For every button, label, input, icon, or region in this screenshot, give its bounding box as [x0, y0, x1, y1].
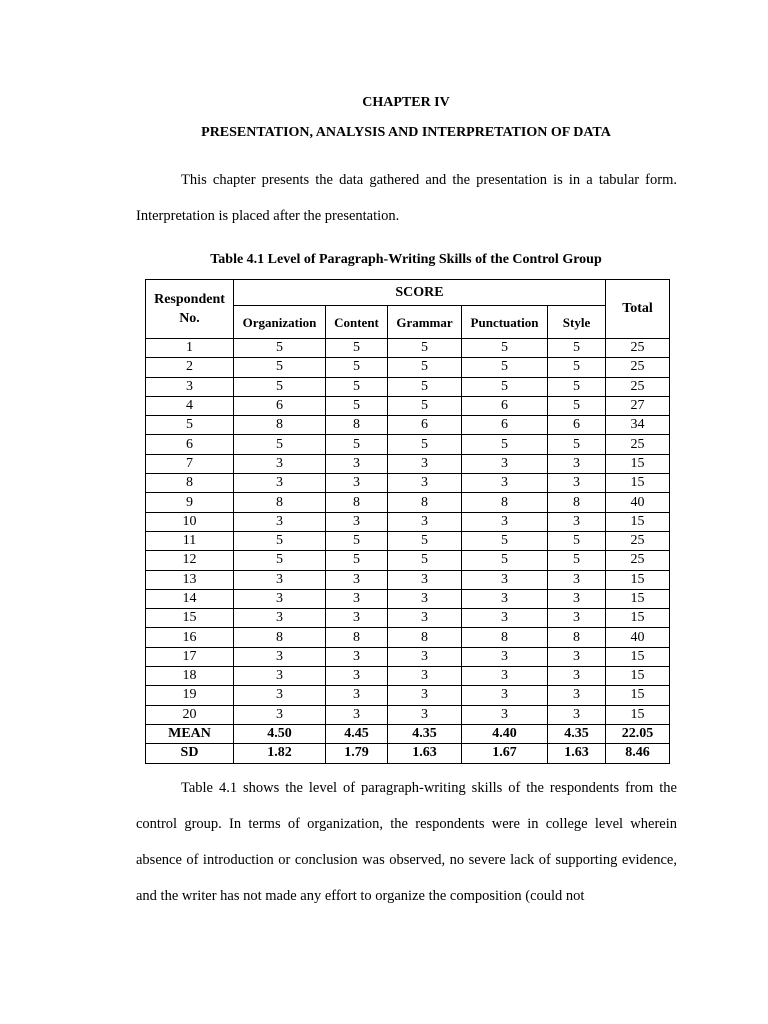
table-cell: 27 — [606, 396, 670, 415]
table-cell: 8 — [326, 416, 388, 435]
table-row — [146, 628, 670, 647]
table-cell: 3 — [462, 589, 548, 608]
table-cell: 2 — [146, 358, 234, 377]
table-cell: 3 — [462, 474, 548, 493]
table-cell: 3 — [388, 474, 462, 493]
table-cell: 5 — [462, 531, 548, 550]
header-style: Style — [548, 306, 606, 339]
table-cell: 3 — [462, 609, 548, 628]
table-cell: 3 — [388, 686, 462, 705]
sd-row — [146, 744, 670, 763]
table-cell: 3 — [548, 705, 606, 724]
table-cell: 6 — [234, 396, 326, 415]
table-cell: 15 — [606, 570, 670, 589]
table-cell: 25 — [606, 339, 670, 358]
table-cell: 3 — [234, 474, 326, 493]
table-cell: 5 — [388, 358, 462, 377]
table-cell: 5 — [388, 435, 462, 454]
table-cell: 5 — [548, 396, 606, 415]
table-cell: 3 — [548, 474, 606, 493]
table-cell: 25 — [606, 435, 670, 454]
table-cell: 8 — [388, 493, 462, 512]
table-cell: 5 — [548, 358, 606, 377]
table-cell: 3 — [326, 454, 388, 473]
table-cell: 3 — [388, 454, 462, 473]
header-total: Total — [606, 280, 670, 339]
table-cell: 5 — [326, 339, 388, 358]
table-cell: 5 — [548, 435, 606, 454]
table-cell: 3 — [326, 705, 388, 724]
table-row — [146, 686, 670, 705]
table-cell: 3 — [234, 570, 326, 589]
table-cell: 3 — [462, 667, 548, 686]
table-summary — [146, 724, 670, 763]
table-cell: 3 — [326, 609, 388, 628]
table-cell: 5 — [388, 551, 462, 570]
table-cell: 3 — [234, 512, 326, 531]
table-row — [146, 589, 670, 608]
table-cell: 15 — [606, 454, 670, 473]
table-row — [146, 474, 670, 493]
table-cell: 7 — [146, 454, 234, 473]
summary-cell: 22.05 — [606, 724, 670, 743]
table-cell: 3 — [548, 667, 606, 686]
table-cell: 3 — [326, 686, 388, 705]
table-cell: 5 — [326, 531, 388, 550]
table-cell: 15 — [606, 667, 670, 686]
table-cell: 15 — [606, 474, 670, 493]
table-cell: 3 — [388, 570, 462, 589]
table-cell: 15 — [606, 647, 670, 666]
summary-cell: 1.79 — [326, 744, 388, 763]
table-row — [146, 512, 670, 531]
table-cell: 3 — [326, 512, 388, 531]
table-row — [146, 551, 670, 570]
table-cell: 3 — [388, 705, 462, 724]
table-cell: 8 — [462, 493, 548, 512]
table-cell: 15 — [606, 609, 670, 628]
table-row — [146, 435, 670, 454]
table-row — [146, 531, 670, 550]
table-row — [146, 416, 670, 435]
summary-cell: 4.50 — [234, 724, 326, 743]
table-cell: 5 — [146, 416, 234, 435]
table-row — [146, 493, 670, 512]
table-cell: 15 — [146, 609, 234, 628]
table-row — [146, 358, 670, 377]
table-cell: 16 — [146, 628, 234, 647]
table-cell: 9 — [146, 493, 234, 512]
table-cell: 5 — [548, 531, 606, 550]
table-cell: 15 — [606, 705, 670, 724]
table-cell: 8 — [326, 628, 388, 647]
table-caption: Table 4.1 Level of Paragraph-Writing Skills of the Control Group — [210, 252, 602, 267]
table-row — [146, 454, 670, 473]
table-cell: 3 — [388, 647, 462, 666]
table-cell: 3 — [548, 512, 606, 531]
header-respondent-no: Respondent No. — [146, 280, 234, 339]
table-cell: 3 — [326, 570, 388, 589]
table-cell: 6 — [548, 416, 606, 435]
table-cell: 3 — [462, 705, 548, 724]
table-cell: 40 — [606, 628, 670, 647]
table-cell: 3 — [462, 686, 548, 705]
table-cell: 5 — [548, 339, 606, 358]
table-row — [146, 705, 670, 724]
table-cell: 3 — [388, 667, 462, 686]
table-cell: 5 — [388, 339, 462, 358]
table-cell: 5 — [388, 531, 462, 550]
table-cell: 6 — [146, 435, 234, 454]
table-cell: 5 — [326, 396, 388, 415]
table-cell: 5 — [326, 435, 388, 454]
table-cell: 6 — [462, 416, 548, 435]
table-cell: 5 — [326, 358, 388, 377]
table-body — [146, 339, 670, 725]
table-cell: 34 — [606, 416, 670, 435]
table-cell: 25 — [606, 377, 670, 396]
table-cell: 5 — [462, 377, 548, 396]
table-cell: 17 — [146, 647, 234, 666]
table-cell: 10 — [146, 512, 234, 531]
table-cell: 5 — [234, 358, 326, 377]
table-row — [146, 377, 670, 396]
table-cell: 5 — [388, 396, 462, 415]
table-cell: 3 — [388, 512, 462, 531]
table-cell: 3 — [326, 589, 388, 608]
summary-cell: 8.46 — [606, 744, 670, 763]
table-cell: 3 — [462, 647, 548, 666]
table-cell: 8 — [146, 474, 234, 493]
mean-row — [146, 724, 670, 743]
table-cell: 6 — [388, 416, 462, 435]
table-cell: 3 — [548, 609, 606, 628]
header-score: SCORE — [234, 280, 606, 306]
intro-paragraph: This chapter presents the data gathered and the presentation is in a tabular form. Interpretation is placed after the presentation. — [136, 172, 677, 224]
section-title: PRESENTATION, ANALYSIS AND INTERPRETATION OF DATA — [201, 125, 611, 140]
table-cell: 19 — [146, 686, 234, 705]
header-content: Content — [326, 306, 388, 339]
table-cell: 3 — [548, 570, 606, 589]
table-row — [146, 647, 670, 666]
summary-cell: 1.82 — [234, 744, 326, 763]
table-cell: 15 — [606, 512, 670, 531]
table-cell: 14 — [146, 589, 234, 608]
table-cell: 3 — [234, 454, 326, 473]
table-cell: 3 — [234, 686, 326, 705]
header-organization: Organization — [234, 306, 326, 339]
table-row — [146, 609, 670, 628]
summary-cell: MEAN — [146, 724, 234, 743]
table-cell: 5 — [234, 531, 326, 550]
table-cell: 20 — [146, 705, 234, 724]
table-cell: 18 — [146, 667, 234, 686]
table-row — [146, 667, 670, 686]
table-cell: 5 — [462, 339, 548, 358]
table-cell: 3 — [548, 647, 606, 666]
table-cell: 5 — [548, 377, 606, 396]
table-cell: 15 — [606, 589, 670, 608]
table-row — [146, 396, 670, 415]
table-cell: 12 — [146, 551, 234, 570]
summary-cell: 4.45 — [326, 724, 388, 743]
table-cell: 8 — [548, 628, 606, 647]
chapter-heading: CHAPTER IV — [362, 95, 450, 110]
table-cell: 1 — [146, 339, 234, 358]
table-row — [146, 570, 670, 589]
table-cell: 8 — [234, 628, 326, 647]
table-cell: 3 — [234, 705, 326, 724]
table-cell: 3 — [462, 454, 548, 473]
table-cell: 8 — [326, 493, 388, 512]
table-cell: 5 — [234, 551, 326, 570]
table-cell: 6 — [462, 396, 548, 415]
summary-cell: SD — [146, 744, 234, 763]
table-cell: 5 — [462, 358, 548, 377]
table-cell: 5 — [234, 377, 326, 396]
table-cell: 3 — [234, 647, 326, 666]
table-cell: 11 — [146, 531, 234, 550]
summary-cell: 1.67 — [462, 744, 548, 763]
table-cell: 5 — [548, 551, 606, 570]
summary-cell: 4.40 — [462, 724, 548, 743]
table-cell: 3 — [326, 647, 388, 666]
table-cell: 3 — [462, 512, 548, 531]
summary-cell: 4.35 — [388, 724, 462, 743]
table-cell: 3 — [234, 589, 326, 608]
table-cell: 3 — [234, 667, 326, 686]
table-cell: 8 — [388, 628, 462, 647]
table-cell: 5 — [234, 339, 326, 358]
scores-table — [145, 279, 670, 764]
table-cell: 8 — [234, 416, 326, 435]
table-cell: 5 — [326, 377, 388, 396]
table-cell: 25 — [606, 551, 670, 570]
table-cell: 8 — [234, 493, 326, 512]
header-punctuation: Punctuation — [462, 306, 548, 339]
table-cell: 15 — [606, 686, 670, 705]
table-cell: 3 — [326, 474, 388, 493]
table-cell: 3 — [548, 454, 606, 473]
table-cell: 8 — [548, 493, 606, 512]
table-cell: 3 — [462, 570, 548, 589]
analysis-paragraph: Table 4.1 shows the level of paragraph-writing skills of the respondents from the control group. In terms of organization, the respondents were in college level wherein absence of introduction or conclusion was observed, no severe lack of supporting evidence, and the writer has not made any effort to organize the composition (could not — [136, 780, 677, 904]
table-cell: 3 — [234, 609, 326, 628]
table-cell: 3 — [326, 667, 388, 686]
summary-cell: 4.35 — [548, 724, 606, 743]
header-grammar: Grammar — [388, 306, 462, 339]
table-cell: 5 — [326, 551, 388, 570]
table-cell: 3 — [146, 377, 234, 396]
table-cell: 3 — [548, 686, 606, 705]
table-cell: 4 — [146, 396, 234, 415]
table-cell: 5 — [388, 377, 462, 396]
table-cell: 3 — [548, 589, 606, 608]
table-row — [146, 339, 670, 358]
table-cell: 40 — [606, 493, 670, 512]
summary-cell: 1.63 — [388, 744, 462, 763]
table-cell: 8 — [462, 628, 548, 647]
table-cell: 13 — [146, 570, 234, 589]
table-cell: 5 — [462, 435, 548, 454]
table-cell: 5 — [234, 435, 326, 454]
table-cell: 25 — [606, 531, 670, 550]
table-cell: 3 — [388, 589, 462, 608]
summary-cell: 1.63 — [548, 744, 606, 763]
table-cell: 25 — [606, 358, 670, 377]
table-cell: 3 — [388, 609, 462, 628]
table-cell: 5 — [462, 551, 548, 570]
